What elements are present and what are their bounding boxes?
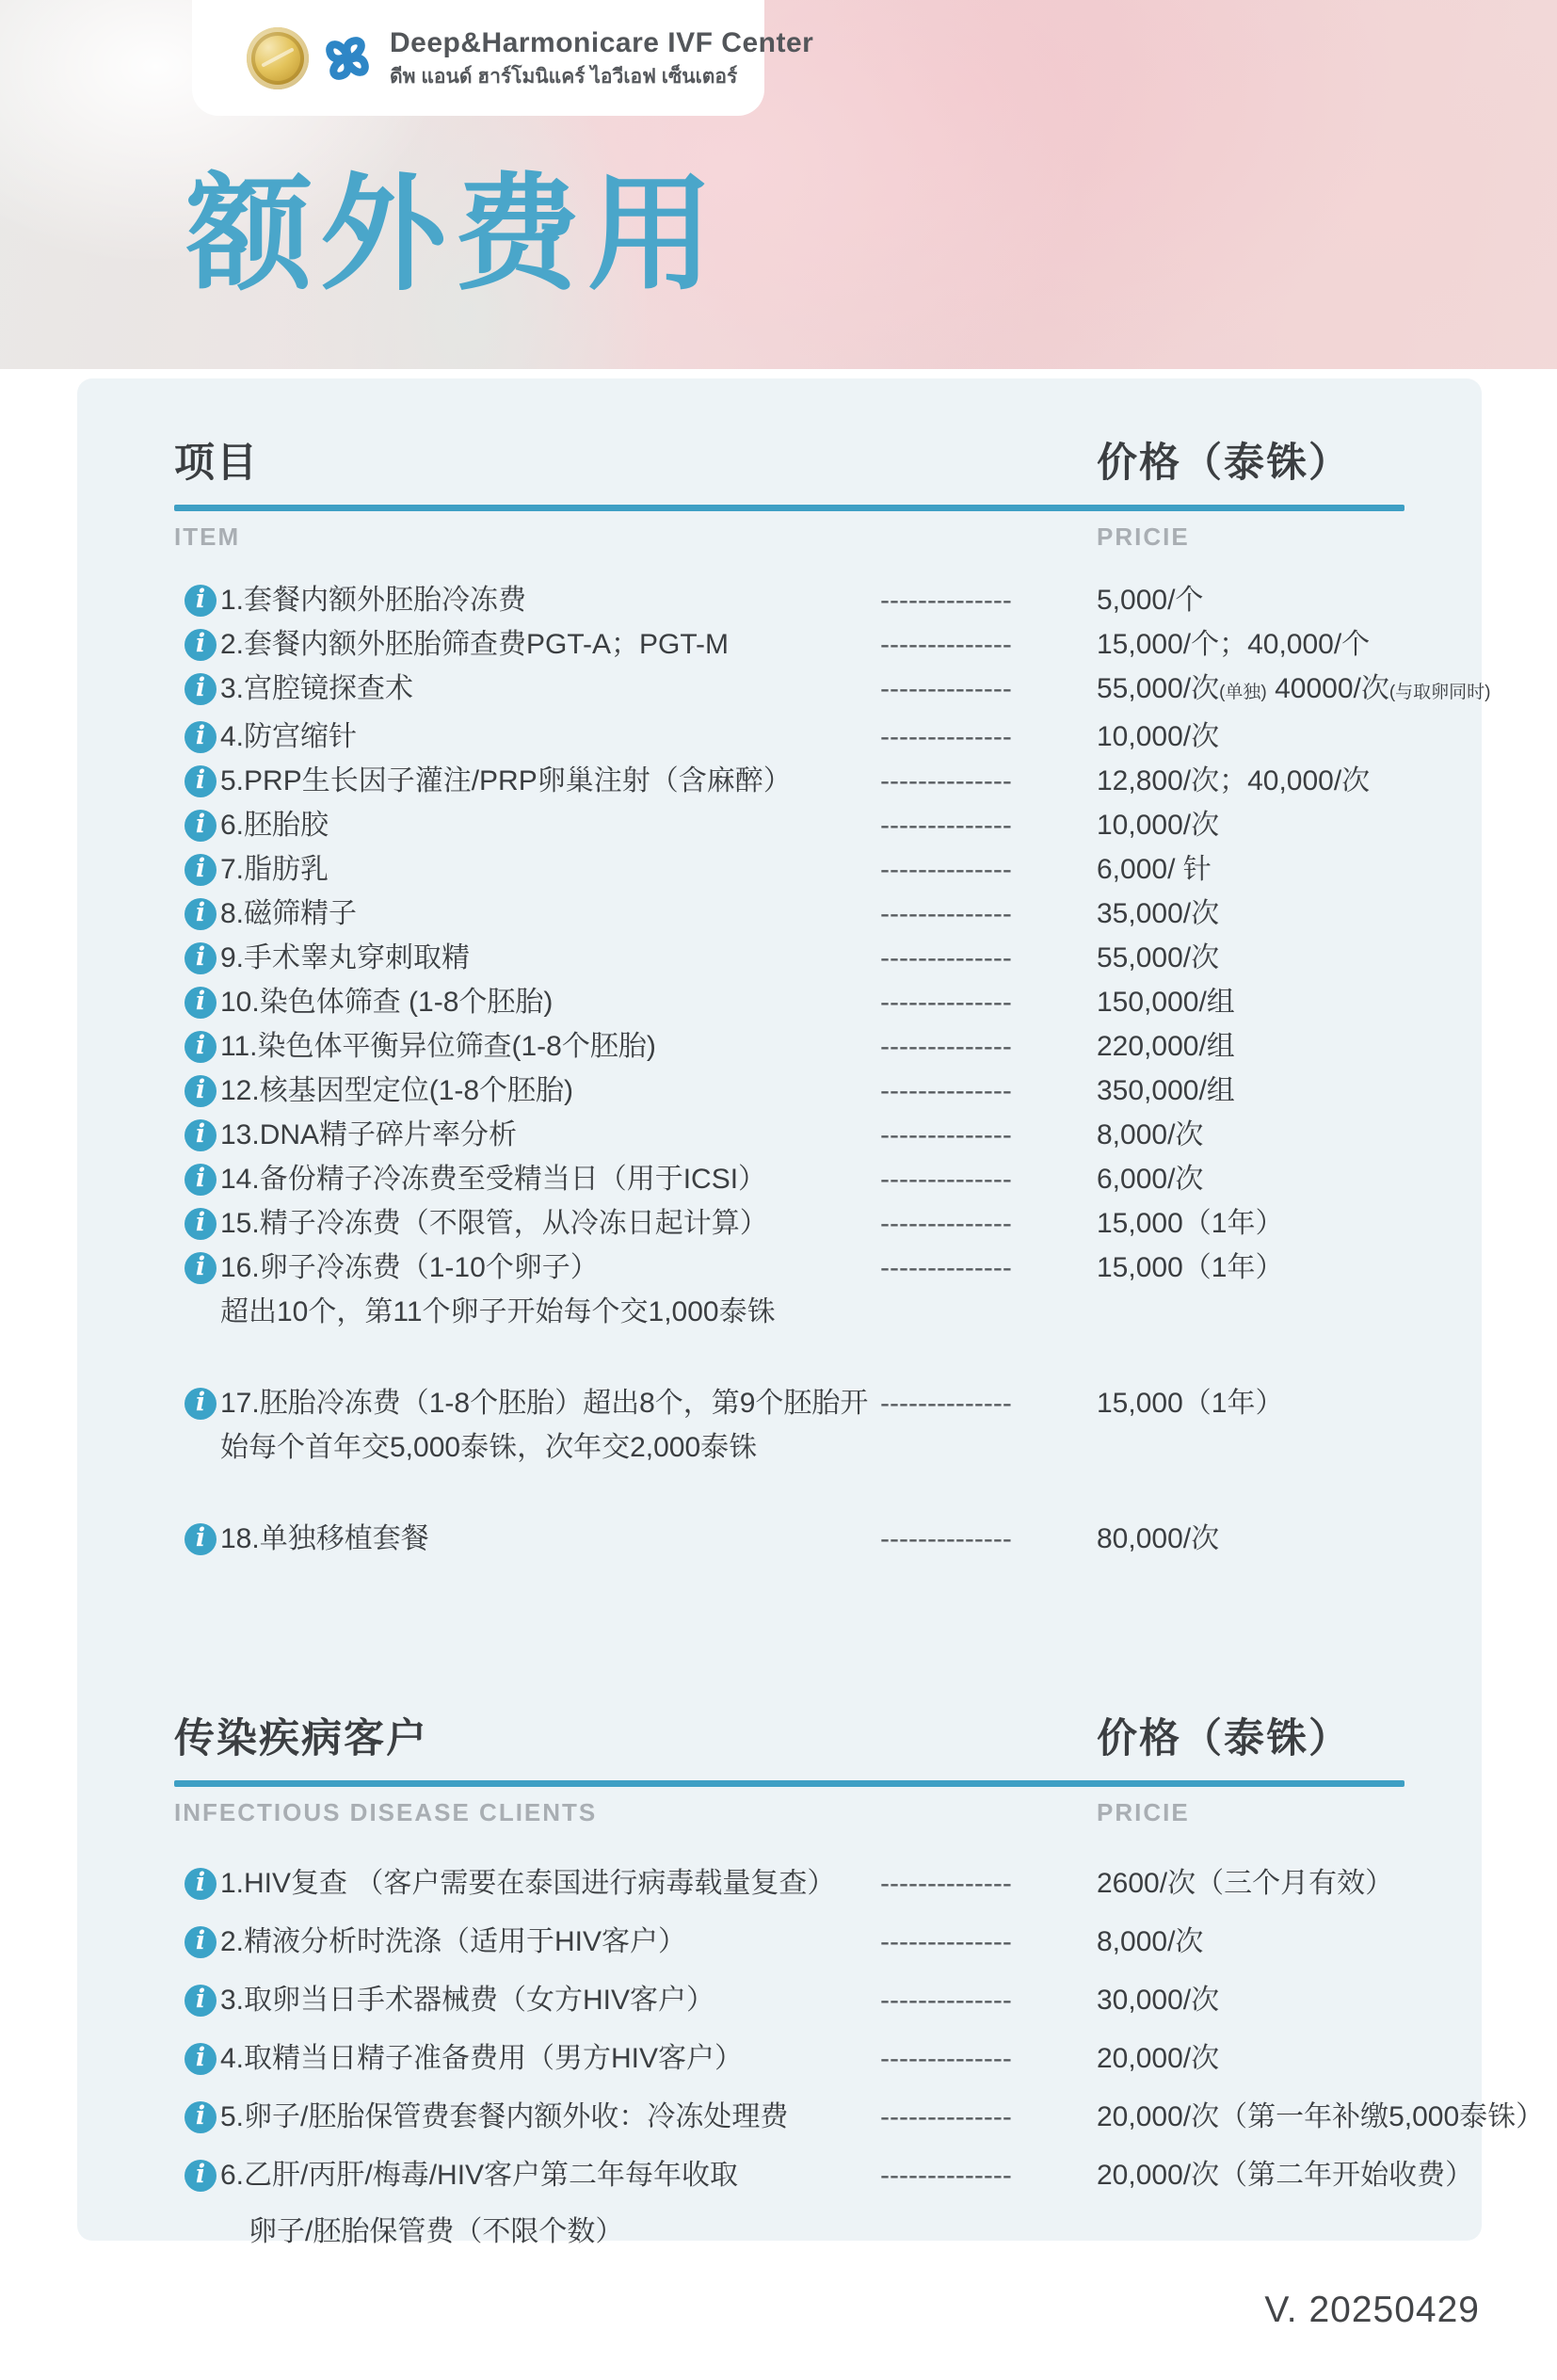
info-icon: i (185, 898, 217, 930)
info-icon: i (185, 673, 217, 705)
item-cell: 10.染色体筛查 (1-8个胚胎) (220, 987, 554, 1018)
gold-medal-icon (247, 27, 309, 89)
price-cell: 6,000/次 (1097, 1164, 1204, 1195)
price-cell: 55,000/次 (1097, 942, 1220, 973)
section-title: 传染疾病客户 (174, 1716, 428, 1761)
table-row (174, 1920, 1474, 1964)
price-header-en: PRICIE (1097, 523, 1190, 551)
info-icon: i (185, 1119, 217, 1151)
table-row (174, 622, 1474, 667)
table-row (174, 2095, 1545, 2139)
dash-separator: -------------- (880, 1523, 1012, 1554)
info-icon: i (185, 1388, 217, 1420)
item-cell: 1.套餐内额外胚胎冷冻费 (220, 585, 527, 616)
rows (174, 1861, 1545, 2254)
price-cell: 350,000/组 (1097, 1075, 1235, 1106)
table-row (174, 980, 1474, 1024)
dash-separator: -------------- (880, 585, 1012, 616)
section-extra-fees (174, 431, 1491, 1561)
table-row (174, 1201, 1474, 1246)
header-underline (174, 1780, 1405, 1787)
info-icon: i (185, 585, 217, 617)
item-cell: 12.核基因型定位(1-8个胚胎) (220, 1075, 574, 1106)
info-icon: i (185, 2101, 217, 2133)
banner-photo (0, 0, 1557, 369)
section-title-en: ITEM (174, 523, 241, 551)
price-cell: 20,000/次 (1097, 2043, 1220, 2074)
info-icon: i (185, 1926, 217, 1958)
item-cell: 15.精子冷冻费（不限管，从冷冻日起计算） (220, 1208, 768, 1239)
dash-separator: -------------- (880, 1208, 1012, 1239)
price-cell: 8,000/次 (1097, 1926, 1204, 1957)
item-cell: 4.防宫缩针 (220, 721, 358, 752)
table-row (174, 1069, 1474, 1113)
dash-separator: -------------- (880, 1119, 1012, 1150)
item-cell: 9.手术睾丸穿刺取精 (220, 942, 471, 973)
item-note: 始每个首年交5,000泰铢，次年交2,000泰铢 (220, 1432, 758, 1463)
item-cell: 4.取精当日精子准备费用（男方HIV客户） (220, 2043, 744, 2074)
table-row (174, 667, 1491, 715)
table-row (174, 1024, 1474, 1069)
info-icon: i (185, 1075, 217, 1107)
item-cell: 8.磁筛精子 (220, 898, 358, 929)
price-cell: 5,000/个 (1097, 585, 1204, 616)
info-icon: i (185, 987, 217, 1019)
brand-name: Deep&Harmonicare IVF Center (390, 27, 814, 59)
header-underline (174, 505, 1405, 511)
price-cell: 15,000（1年） (1097, 1252, 1284, 1283)
dash-separator: -------------- (880, 987, 1012, 1018)
item-cell: 2.套餐内额外胚胎筛查费PGT-A；PGT-M (220, 629, 730, 660)
info-icon: i (185, 1868, 217, 1900)
table-row (174, 1246, 1474, 1334)
item-cell: 17.胚胎冷冻费（1-8个胚胎）超出8个，第9个胚胎开 始每个首年交5,000泰铢，次年交2,000泰铢 (220, 1381, 880, 1470)
item-cell: 11.染色体平衡异位筛查(1-8个胚胎) (220, 1031, 656, 1062)
dash-separator: -------------- (880, 673, 1012, 704)
table-row (174, 892, 1474, 936)
info-icon: i (185, 854, 217, 886)
price-cell: 2600/次（三个月有效） (1097, 1868, 1394, 1899)
dash-separator: -------------- (880, 854, 1012, 885)
table-row (174, 2153, 1474, 2254)
dash-separator: -------------- (880, 1075, 1012, 1106)
price-cell: 220,000/组 (1097, 1031, 1235, 1062)
price-cell: 80,000/次 (1097, 1523, 1220, 1554)
item-cell: 5.PRP生长因子灌注/PRP卵巢注射（含麻醉） (220, 765, 792, 796)
table-row (174, 803, 1474, 847)
table-row (174, 1113, 1474, 1157)
rows (174, 578, 1491, 1561)
price-cell: 35,000/次 (1097, 898, 1220, 929)
section-infectious-disease (174, 1707, 1545, 2254)
price-cell: 150,000/组 (1097, 987, 1235, 1018)
item-cell: 18.单独移植套餐 (220, 1523, 429, 1554)
item-cell: 3.取卵当日手术器械费（女方HIV客户） (220, 1985, 715, 2016)
price-header: 价格（泰铢） (1097, 1716, 1351, 1761)
section-header (174, 431, 1474, 489)
dash-separator: -------------- (880, 765, 1012, 796)
item-cell: 2.精液分析时洗涤（适用于HIV客户） (220, 1926, 687, 1957)
brand-name-thai: ดีพ แอนด์ ฮาร์โมนิแคร์ ไอวีเอฟ เซ็นเตอร์ (390, 65, 738, 88)
info-icon: i (185, 1164, 217, 1196)
info-icon: i (185, 721, 217, 753)
section-title-en: INFECTIOUS DISEASE CLIENTS (174, 1798, 598, 1826)
item-cell: 6.胚胎胶 (220, 810, 329, 841)
blue-clover-cross-icon (320, 31, 375, 86)
price-cell: 8,000/次 (1097, 1119, 1204, 1150)
price-cell: 6,000/ 针 (1097, 854, 1212, 885)
item-cell: 3.宫腔镜探查术 (220, 673, 414, 704)
dash-separator: -------------- (880, 1388, 1012, 1419)
dash-separator: -------------- (880, 2160, 1012, 2191)
dash-separator: -------------- (880, 1031, 1012, 1062)
dash-separator: -------------- (880, 629, 1012, 660)
table-row (174, 1861, 1474, 1906)
item-cell: 7.脂肪乳 (220, 854, 329, 885)
content-panel (77, 378, 1545, 2247)
price-cell: 55,000/次(单独) 40000/次(与取卵同时) (1097, 673, 1491, 704)
dash-separator: -------------- (880, 2043, 1012, 2074)
version-label: V. 20250429 (1264, 2290, 1480, 2330)
dash-separator: -------------- (880, 721, 1012, 752)
table-row (174, 847, 1474, 892)
item-cell: 13.DNA精子碎片率分析 (220, 1119, 518, 1150)
table-row (174, 759, 1474, 803)
info-icon: i (185, 1031, 217, 1063)
price-cell: 15,000（1年） (1097, 1208, 1284, 1239)
price-cell: 20,000/次（第二年开始收费） (1097, 2160, 1474, 2191)
price-cell: 15,000（1年） (1097, 1388, 1284, 1419)
item-note: 超出10个，第11个卵子开始每个交1,000泰铢 (220, 1296, 776, 1327)
table-row (174, 936, 1474, 980)
info-icon: i (185, 765, 217, 797)
item-cell: 16.卵子冷冻费（1-10个卵子） 超出10个，第11个卵子开始每个交1,000泰铢 (220, 1246, 880, 1334)
info-icon: i (185, 629, 217, 661)
page-title: 额外费用 (186, 165, 722, 305)
table-row (174, 715, 1474, 759)
info-icon: i (185, 810, 217, 842)
price-cell: 12,800/次；40,000/次 (1097, 765, 1371, 796)
logo-card (192, 0, 814, 116)
section-title: 项目 (174, 441, 259, 486)
table-row (174, 1157, 1474, 1201)
table-row (174, 1978, 1474, 2022)
dash-separator: -------------- (880, 1164, 1012, 1195)
price-header: 价格（泰铢） (1097, 441, 1351, 486)
section-subheader (174, 1798, 1474, 1827)
dash-separator: -------------- (880, 1926, 1012, 1957)
dash-separator: -------------- (880, 2101, 1012, 2132)
table-row (174, 2036, 1474, 2081)
dash-separator: -------------- (880, 942, 1012, 973)
price-cell: 15,000/个；40,000/个 (1097, 629, 1371, 660)
section-header (174, 1707, 1474, 1764)
price-cell: 10,000/次 (1097, 810, 1220, 841)
info-icon: i (185, 2160, 217, 2192)
info-icon: i (185, 1523, 217, 1555)
price-cell: 10,000/次 (1097, 721, 1220, 752)
section-subheader (174, 523, 1474, 552)
dash-separator: -------------- (880, 810, 1012, 841)
item-cell: 6.乙肝/丙肝/梅毒/HIV客户第二年每年收取 卵子/胚胎保管费（不限个数） (220, 2153, 880, 2254)
item-cell: 14.备份精子冷冻费至受精当日（用于ICSI） (220, 1164, 767, 1195)
dash-separator: -------------- (880, 898, 1012, 929)
price-cell: 20,000/次（第一年补缴5,000泰铢） (1097, 2101, 1545, 2132)
dash-separator: -------------- (880, 1868, 1012, 1899)
item-cell: 5.卵子/胚胎保管费套餐内额外收：冷冻处理费 (220, 2101, 789, 2132)
price-cell: 30,000/次 (1097, 1985, 1220, 2016)
info-icon: i (185, 2043, 217, 2075)
dash-separator: -------------- (880, 1252, 1012, 1283)
table-row (174, 1381, 1474, 1470)
item-cell: 1.HIV复查 （客户需要在泰国进行病毒载量复查） (220, 1868, 836, 1899)
table-row (174, 1517, 1474, 1561)
info-icon: i (185, 1985, 217, 2017)
info-icon: i (185, 1252, 217, 1284)
info-icon: i (185, 1208, 217, 1240)
info-icon: i (185, 942, 217, 974)
table-row (174, 578, 1474, 622)
item-note: 卵子/胚胎保管费（不限个数） (249, 2216, 624, 2247)
dash-separator: -------------- (880, 1985, 1012, 2016)
brand-text (390, 27, 813, 88)
price-header-en: PRICIE (1097, 1798, 1190, 1826)
